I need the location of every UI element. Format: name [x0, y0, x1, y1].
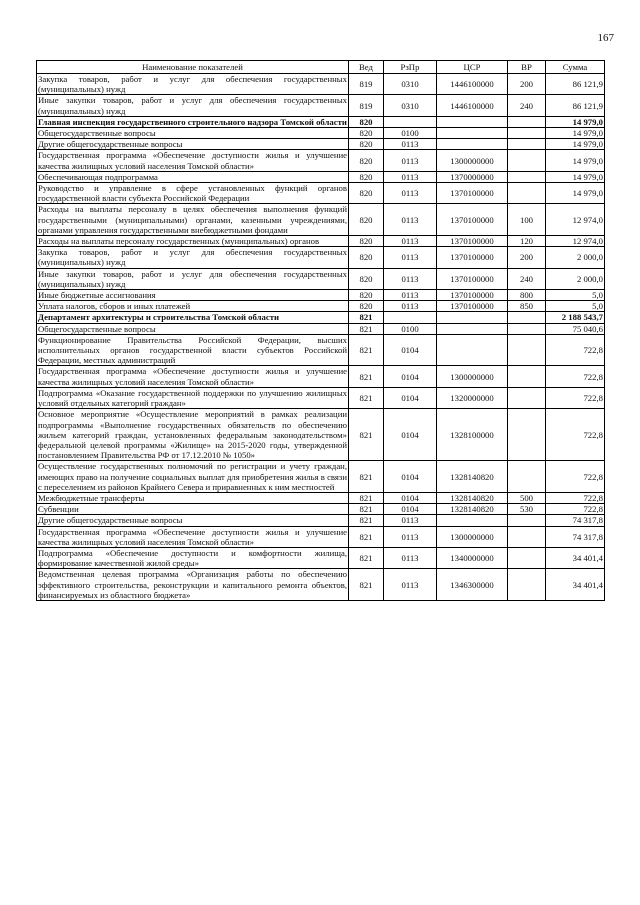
- cell-ved: 820: [349, 290, 384, 301]
- cell-csr: [437, 116, 508, 127]
- cell-ved: 821: [349, 569, 384, 601]
- cell-rzpr: [384, 312, 437, 323]
- cell-rzpr: 0100: [384, 323, 437, 334]
- cell-name: Осуществление государственных полномочий по регистрации и учету граждан, имеющих право на получение социальных выплат для приобретения жилья в связи с переселением из районов Крайнего Севера и приравненных к ним местностей: [38, 461, 347, 492]
- cell-csr: 1300000000: [437, 526, 508, 547]
- cell-name: Основное мероприятие «Осуществление мероприятий в рамках реализации подпрограммы «Выполнение государственных обязательств по обеспечению жильем категорий граждан, установленных федеральным законодательством» федеральной целевой программы «Жилище» на 2015-2020 годы, утвержденной постановлением Правительства РФ от 17.12.2010 № 1050»: [38, 409, 347, 461]
- cell-sum: 722,8: [546, 366, 605, 387]
- table-row: [37, 323, 605, 334]
- cell-name: Департамент архитектуры и строительства Томской области: [37, 312, 349, 323]
- cell-rzpr: 0310: [384, 74, 437, 95]
- table-row: [37, 492, 605, 503]
- cell-ved: 821: [349, 366, 384, 387]
- cell-name: Подпрограмма «Оказание государственной поддержки по улучшению жилищных условий отдельных категорий граждан»: [38, 387, 347, 409]
- cell-ved: 821: [349, 461, 384, 493]
- cell-ved: 821: [349, 312, 384, 323]
- cell-rzpr: 0113: [384, 526, 437, 547]
- cell-sum: 14 979,0: [546, 139, 605, 150]
- cell-ved: 820: [349, 236, 384, 247]
- cell-name: Руководство и управление в сфере установленных функций органов государственной власти субъекта Российской Федерации: [38, 183, 347, 204]
- cell-rzpr: 0113: [384, 569, 437, 601]
- cell-vr: [508, 515, 546, 526]
- cell-ved: 820: [349, 183, 384, 204]
- cell-rzpr: 0104: [384, 492, 437, 503]
- cell-ved: 821: [349, 515, 384, 526]
- budget-table: [36, 60, 605, 601]
- cell-sum: 2 188 543,7: [546, 312, 605, 323]
- cell-rzpr: 0113: [384, 171, 437, 182]
- cell-vr: [508, 150, 546, 171]
- cell-name: Ведомственная целевая программа «Организация работы по обеспечению эффективного строительства, реконструкции и капитального ремонта объектов, финансируемых из областного бюджета»: [38, 569, 347, 600]
- cell-sum: 722,8: [546, 409, 605, 461]
- cell-vr: 200: [508, 247, 546, 268]
- cell-sum: 722,8: [546, 492, 605, 503]
- cell-rzpr: [384, 116, 437, 127]
- cell-ved: 821: [349, 409, 384, 461]
- cell-csr: 1370100000: [437, 247, 508, 268]
- cell-sum: 34 401,4: [546, 569, 605, 601]
- cell-vr: 500: [508, 492, 546, 503]
- cell-ved: 820: [349, 128, 384, 139]
- cell-csr: 1300000000: [437, 150, 508, 171]
- cell-ved: 820: [349, 139, 384, 150]
- cell-name: Функционирование Правительства Российской Федерации, высших исполнительных органов государственной власти субъектов Российской Федерации, местных администраций: [38, 334, 347, 366]
- table-row: [37, 387, 605, 408]
- cell-rzpr: 0113: [384, 150, 437, 171]
- cell-name: Межбюджетные трансферты: [37, 492, 349, 503]
- cell-csr: 1370100000: [437, 183, 508, 204]
- column-header-csr: ЦСР: [437, 61, 508, 74]
- cell-name: Подпрограмма «Обеспечение доступности и комфортности жилища, формирование качественной жилой среды»: [38, 547, 347, 569]
- cell-name: Государственная программа «Обеспечение доступности жилья и улучшение качества жилищных условий населения Томской области»: [38, 366, 347, 387]
- table-row: [37, 334, 605, 366]
- cell-sum: 14 979,0: [546, 116, 605, 127]
- cell-csr: 1340000000: [437, 547, 508, 568]
- cell-vr: 200: [508, 74, 546, 95]
- cell-rzpr: 0113: [384, 183, 437, 204]
- cell-name: Главная инспекция государственного строительного надзора Томской области: [38, 116, 347, 127]
- table-row: [37, 74, 605, 95]
- cell-vr: 850: [508, 301, 546, 312]
- cell-sum: 722,8: [546, 504, 605, 515]
- cell-vr: [508, 387, 546, 408]
- cell-name: Расходы на выплаты персоналу в целях обеспечения выполнения функций государственными (муниципальными) органами, казенными учреждениями, органами управления государственными внебюджетными фондами: [38, 204, 347, 235]
- cell-sum: 12 974,0: [546, 236, 605, 247]
- table-row: [37, 526, 605, 547]
- table-row: [37, 301, 605, 312]
- cell-csr: 1446100000: [437, 95, 508, 116]
- cell-rzpr: 0100: [384, 128, 437, 139]
- cell-name: Другие общегосударственные вопросы: [37, 515, 349, 526]
- table-row: [37, 150, 605, 171]
- table-body: [37, 74, 605, 601]
- table-row: [37, 366, 605, 387]
- cell-name: Закупка товаров, работ и услуг для обеспечения государственных (муниципальных) нужд: [38, 247, 347, 268]
- cell-vr: [508, 409, 546, 461]
- cell-vr: [508, 569, 546, 601]
- cell-sum: 75 040,6: [546, 323, 605, 334]
- cell-ved: 820: [349, 268, 384, 289]
- table-row: [37, 515, 605, 526]
- cell-csr: [437, 323, 508, 334]
- cell-ved: 821: [349, 492, 384, 503]
- cell-sum: 86 121,9: [546, 95, 605, 116]
- cell-vr: [508, 128, 546, 139]
- cell-csr: 1300000000: [437, 366, 508, 387]
- cell-name: Расходы на выплаты персоналу государственных (муниципальных) органов: [37, 236, 349, 247]
- cell-csr: 1370100000: [437, 204, 508, 236]
- cell-sum: 12 974,0: [546, 204, 605, 236]
- cell-sum: 722,8: [546, 387, 605, 408]
- cell-ved: 821: [349, 547, 384, 568]
- table-row: [37, 236, 605, 247]
- cell-name: Другие общегосударственные вопросы: [37, 139, 349, 150]
- cell-ved: 820: [349, 301, 384, 312]
- cell-name: Общегосударственные вопросы: [37, 323, 349, 334]
- table-row: [37, 312, 605, 323]
- cell-vr: [508, 334, 546, 366]
- table-row: [37, 547, 605, 568]
- cell-rzpr: 0104: [384, 366, 437, 387]
- cell-csr: 1320000000: [437, 387, 508, 408]
- cell-vr: 240: [508, 268, 546, 289]
- cell-vr: 530: [508, 504, 546, 515]
- cell-sum: 74 317,8: [546, 526, 605, 547]
- cell-rzpr: 0104: [384, 409, 437, 461]
- table-row: [37, 247, 605, 268]
- cell-csr: [437, 515, 508, 526]
- cell-ved: 820: [349, 116, 384, 127]
- cell-sum: 14 979,0: [546, 183, 605, 204]
- cell-sum: 2 000,0: [546, 268, 605, 289]
- table-row: [37, 409, 605, 461]
- cell-vr: [508, 171, 546, 182]
- table-row: [37, 504, 605, 515]
- cell-csr: 1328100000: [437, 409, 508, 461]
- cell-csr: 1370000000: [437, 171, 508, 182]
- cell-csr: 1328140820: [437, 504, 508, 515]
- cell-csr: 1346300000: [437, 569, 508, 601]
- cell-name: Государственная программа «Обеспечение доступности жилья и улучшение качества жилищных условий населения Томской области»: [38, 150, 347, 171]
- table-row: [37, 128, 605, 139]
- cell-name: Субвенции: [37, 504, 349, 515]
- cell-vr: 120: [508, 236, 546, 247]
- table-row: [37, 139, 605, 150]
- cell-rzpr: 0113: [384, 236, 437, 247]
- cell-rzpr: 0104: [384, 461, 437, 493]
- cell-name: Иные закупки товаров, работ и услуг для обеспечения государственных (муниципальных) нужд: [38, 268, 347, 289]
- cell-vr: [508, 312, 546, 323]
- cell-vr: [508, 366, 546, 387]
- table-row: [37, 95, 605, 116]
- cell-sum: 5,0: [546, 290, 605, 301]
- cell-rzpr: 0310: [384, 95, 437, 116]
- cell-vr: 800: [508, 290, 546, 301]
- column-header-vr: ВР: [508, 61, 546, 74]
- column-header-sum: Сумма: [546, 61, 605, 74]
- cell-ved: 820: [349, 247, 384, 268]
- cell-vr: [508, 526, 546, 547]
- cell-csr: [437, 312, 508, 323]
- cell-sum: 34 401,4: [546, 547, 605, 568]
- cell-ved: 821: [349, 526, 384, 547]
- table-header-row: [37, 61, 605, 74]
- cell-csr: 1446100000: [437, 74, 508, 95]
- cell-name: Уплата налогов, сборов и иных платежей: [37, 301, 349, 312]
- cell-csr: 1328140820: [437, 461, 508, 493]
- cell-rzpr: 0113: [384, 139, 437, 150]
- cell-name: Иные бюджетные ассигнования: [37, 290, 349, 301]
- cell-csr: 1370100000: [437, 236, 508, 247]
- table-row: [37, 116, 605, 127]
- cell-rzpr: 0113: [384, 301, 437, 312]
- cell-sum: 86 121,9: [546, 74, 605, 95]
- cell-ved: 820: [349, 171, 384, 182]
- cell-rzpr: 0104: [384, 387, 437, 408]
- cell-sum: 14 979,0: [546, 150, 605, 171]
- cell-sum: 2 000,0: [546, 247, 605, 268]
- table-row: [37, 268, 605, 289]
- cell-ved: 819: [349, 95, 384, 116]
- cell-sum: 722,8: [546, 334, 605, 366]
- cell-csr: [437, 139, 508, 150]
- column-header-name: Наименование показателей: [37, 61, 349, 74]
- cell-name: Закупка товаров, работ и услуг для обеспечения государственных (муниципальных) нужд: [38, 74, 347, 95]
- table-row: [37, 204, 605, 236]
- cell-ved: 821: [349, 334, 384, 366]
- cell-rzpr: 0113: [384, 515, 437, 526]
- cell-vr: [508, 547, 546, 568]
- cell-rzpr: 0113: [384, 547, 437, 568]
- cell-rzpr: 0113: [384, 204, 437, 236]
- cell-ved: 820: [349, 204, 384, 236]
- cell-ved: 821: [349, 504, 384, 515]
- column-header-ved: Вед: [349, 61, 384, 74]
- cell-sum: 722,8: [546, 461, 605, 493]
- column-header-rzpr: РзПр: [384, 61, 437, 74]
- cell-vr: [508, 461, 546, 493]
- table-row: [37, 290, 605, 301]
- cell-name: Иные закупки товаров, работ и услуг для обеспечения государственных (муниципальных) нужд: [38, 95, 347, 116]
- cell-csr: 1328140820: [437, 492, 508, 503]
- cell-vr: 240: [508, 95, 546, 116]
- cell-vr: [508, 116, 546, 127]
- cell-csr: 1370100000: [437, 301, 508, 312]
- cell-ved: 820: [349, 150, 384, 171]
- page-number: 167: [597, 32, 614, 44]
- cell-name: Общегосударственные вопросы: [37, 128, 349, 139]
- cell-vr: [508, 183, 546, 204]
- cell-sum: 5,0: [546, 301, 605, 312]
- cell-name: Государственная программа «Обеспечение доступности жилья и улучшение качества жилищных условий населения Томской области»: [38, 526, 347, 547]
- table-row: [37, 569, 605, 601]
- cell-sum: 74 317,8: [546, 515, 605, 526]
- cell-csr: [437, 128, 508, 139]
- cell-rzpr: 0104: [384, 334, 437, 366]
- cell-sum: 14 979,0: [546, 128, 605, 139]
- cell-csr: 1370100000: [437, 290, 508, 301]
- table-row: [37, 461, 605, 493]
- cell-vr: [508, 139, 546, 150]
- cell-ved: 821: [349, 323, 384, 334]
- cell-rzpr: 0113: [384, 247, 437, 268]
- cell-csr: [437, 334, 508, 366]
- cell-name: Обеспечивающая подпрограмма: [37, 171, 349, 182]
- table-row: [37, 183, 605, 204]
- cell-vr: [508, 323, 546, 334]
- table-row: [37, 171, 605, 182]
- cell-ved: 819: [349, 74, 384, 95]
- cell-rzpr: 0104: [384, 504, 437, 515]
- cell-csr: 1370100000: [437, 268, 508, 289]
- cell-ved: 821: [349, 387, 384, 408]
- cell-rzpr: 0113: [384, 290, 437, 301]
- cell-rzpr: 0113: [384, 268, 437, 289]
- cell-sum: 14 979,0: [546, 171, 605, 182]
- cell-vr: 100: [508, 204, 546, 236]
